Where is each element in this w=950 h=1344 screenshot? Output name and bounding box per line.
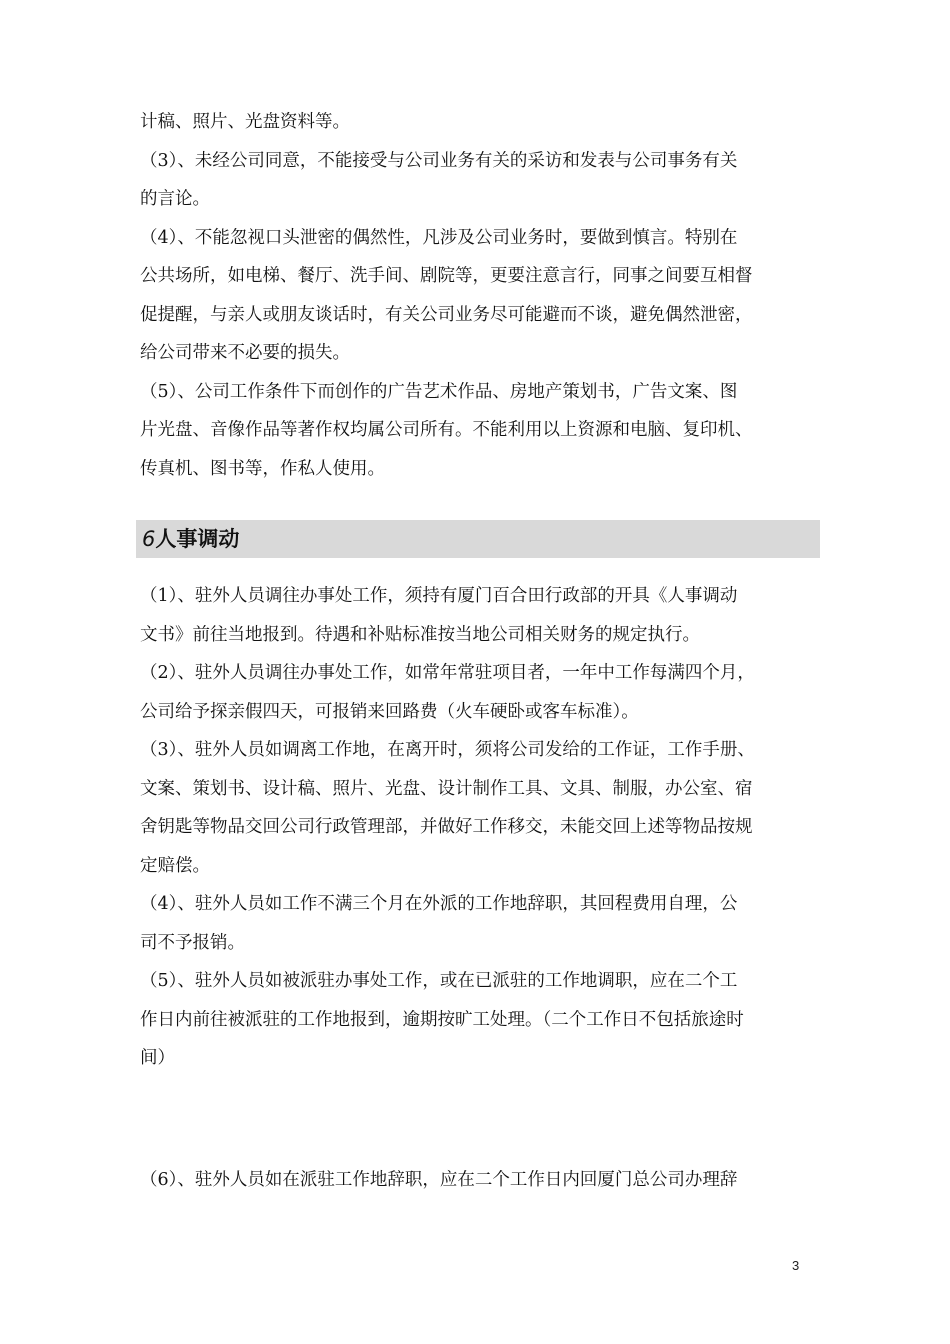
paragraph-line: （5）、公司工作条件下而创作的广告艺术作品、房地产策划书，广告文案、图 bbox=[140, 381, 738, 402]
paragraph-line: 计稿、照片、光盘资料等。 bbox=[140, 112, 350, 132]
paragraph-line: （5）、驻外人员如被派驻办事处工作，或在已派驻的工作地调职，应在二个工 bbox=[140, 971, 738, 991]
top-section-text bbox=[140, 103, 830, 488]
paragraph-line: 定赔偿。 bbox=[140, 855, 210, 876]
paragraph-line: 片光盘、音像作品等著作权均属公司所有。不能利用以上资源和电脑、复印机、 bbox=[140, 420, 753, 440]
paragraph-line: （4）、驻外人员如工作不满三个月在外派的工作地辞职，其回程费用自理，公 bbox=[140, 894, 738, 914]
last-paragraph bbox=[140, 1161, 830, 1200]
paragraph-line: 公司给予探亲假四天，可报销来回路费（火车硬卧或客车标准）。 bbox=[140, 701, 639, 722]
section-heading-text bbox=[142, 520, 239, 558]
section-body-text bbox=[140, 577, 830, 1078]
section-heading bbox=[136, 520, 820, 558]
paragraph-line: 司不予报销。 bbox=[140, 932, 245, 953]
paragraph-line: 给公司带来不必要的损失。 bbox=[140, 343, 350, 363]
paragraph-line: 舍钥匙等物品交回公司行政管理部，并做好工作移交，未能交回上述等物品按规 bbox=[140, 817, 753, 837]
section-title: 人事调动 bbox=[155, 527, 240, 551]
paragraph-line: （1）、驻外人员调往办事处工作，须持有厦门百合田行政部的开具《人事调动 bbox=[140, 586, 738, 606]
paragraph-line: 促提醒，与亲人或朋友谈话时，有关公司业务尽可能避而不谈，避免偶然泄密， bbox=[140, 304, 753, 325]
paragraph-line: 作日内前往被派驻的工作地报到，逾期按旷工处理。（二个工作日不包括旅途时 bbox=[140, 1009, 744, 1030]
paragraph-line: 的言论。 bbox=[140, 189, 210, 209]
paragraph-line: （4）、不能忽视口头泄密的偶然性，凡涉及公司业务时，要做到慎言。特别在 bbox=[140, 227, 738, 248]
page-number: 3 bbox=[792, 1258, 800, 1273]
paragraph-line: （3）、驻外人员如调离工作地，在离开时，须将公司发给的工作证，工作手册、 bbox=[140, 740, 755, 760]
paragraph-line: 文案、策划书、设计稿、照片、光盘、设计制作工具、文具、制服，办公室、宿 bbox=[140, 778, 753, 799]
paragraph-line: 间） bbox=[140, 1048, 175, 1068]
paragraph-line: （3）、未经公司同意，不能接受与公司业务有关的采访和发表与公司事务有关 bbox=[140, 150, 738, 171]
section-number: 6 bbox=[142, 527, 156, 551]
paragraph-line: （6）、驻外人员如在派驻工作地辞职，应在二个工作日内回厦门总公司办理辞 bbox=[140, 1170, 738, 1190]
paragraph-line: 文书》前往当地报到。待遇和补贴标准按当地公司相关财务的规定执行。 bbox=[140, 624, 700, 645]
paragraph-line: （2）、驻外人员调往办事处工作，如常年常驻项目者，一年中工作每满四个月， bbox=[140, 663, 755, 683]
paragraph-line: 传真机、图书等，作私人使用。 bbox=[140, 458, 385, 479]
paragraph-line: 公共场所，如电梯、餐厅、洗手间、剧院等，更要注意言行，同事之间要互相督 bbox=[140, 266, 753, 286]
